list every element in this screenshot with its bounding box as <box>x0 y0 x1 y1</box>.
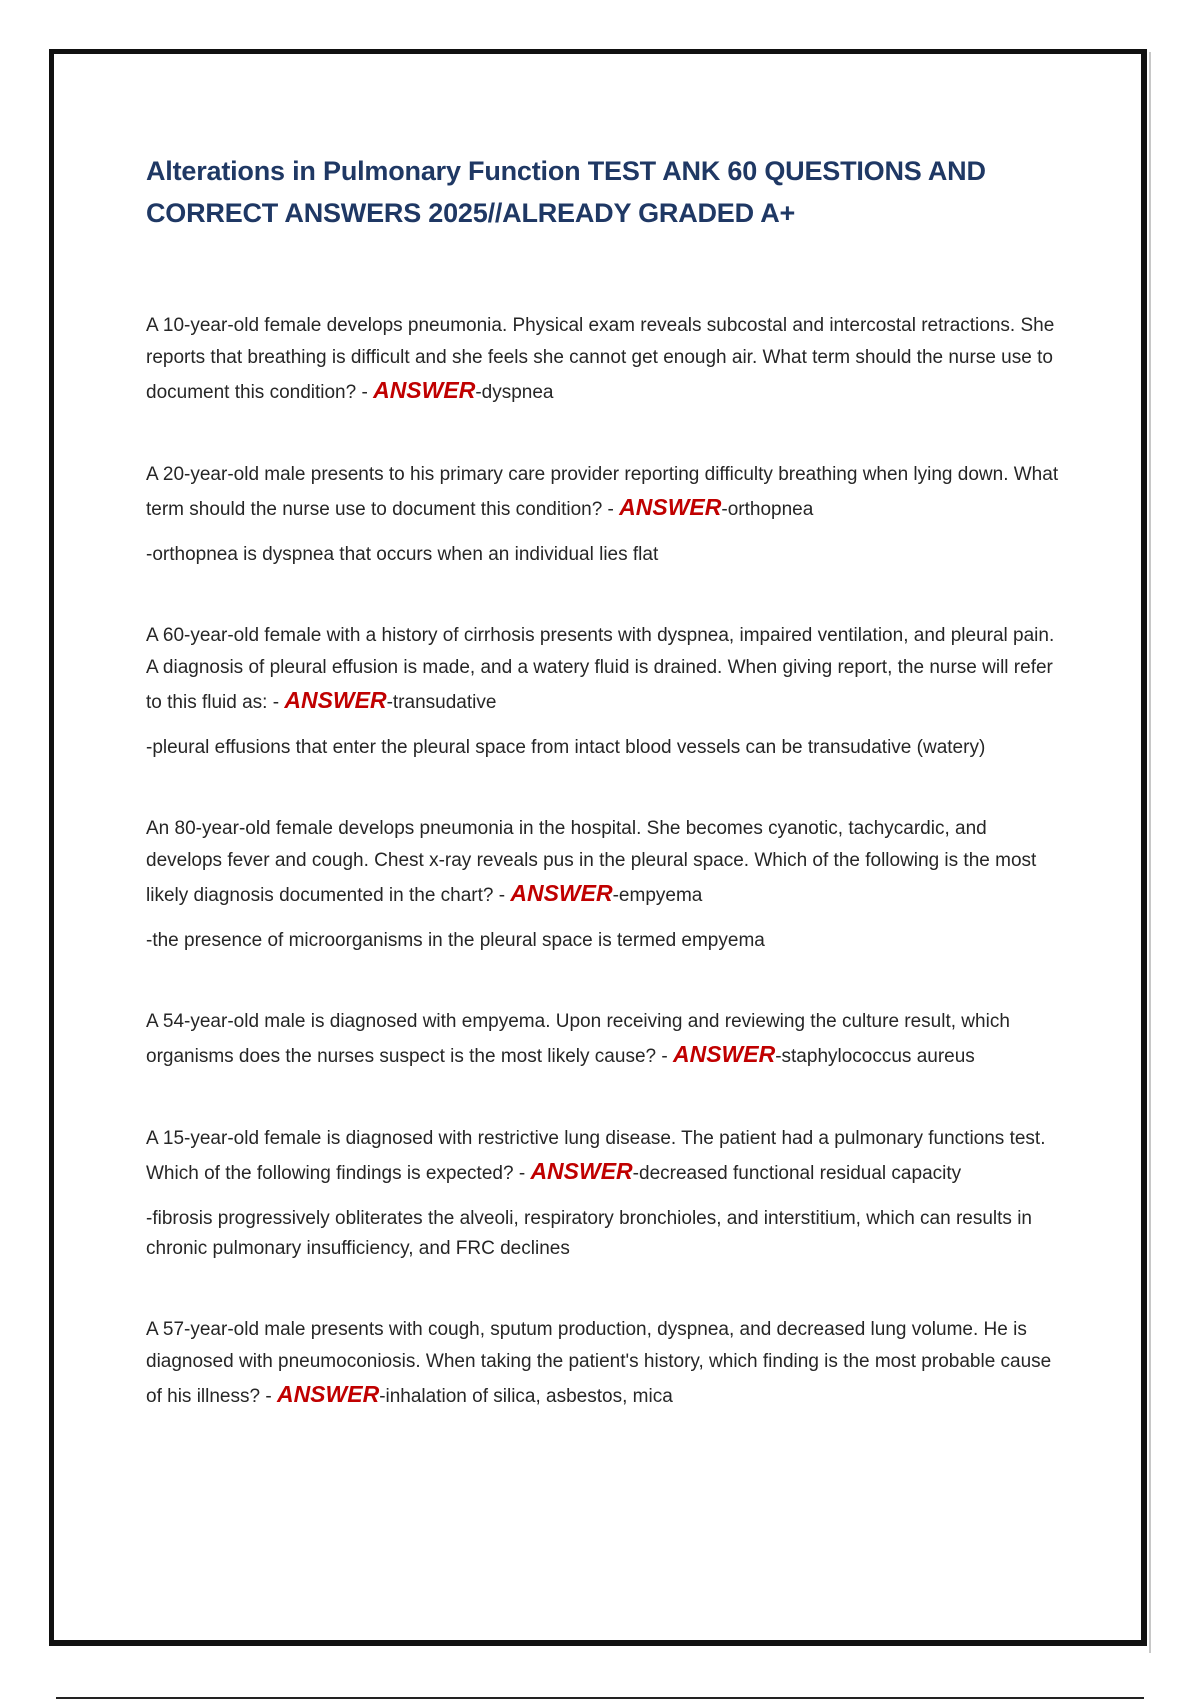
qa-item-3 <box>146 620 1066 763</box>
question-body: A 20-year-old male presents to his primary care provider reporting difficulty breathing when lying down. What term should the nurse use to document this condition? - <box>146 464 1059 520</box>
question-body: An 80-year-old female develops pneumonia in the hospital. She becomes cyanotic, tachycardic, and develops fever and cough. Chest x-ray reveals pus in the pleural space. Which of the following is the most likely diagnosis documented in the chart? - <box>146 818 1037 906</box>
answer-label: ANSWER <box>373 377 476 403</box>
frame-shadow-line <box>1149 52 1151 1653</box>
question-body: A 54-year-old male is diagnosed with empyema. Upon receiving and reviewing the culture result, which organisms does the nurses suspect is the most likely cause? - <box>146 1011 1010 1067</box>
answer-label: ANSWER <box>619 494 722 520</box>
question-text <box>146 310 1066 409</box>
answer-text: -orthopnea <box>721 499 814 520</box>
question-body: A 60-year-old female with a history of cirrhosis presents with dyspnea, impaired ventilation, and pleural pain. A diagnosis of pleural effusion is made, and a watery fluid is drained. When giving report, the nurse will refer to this fluid as: - <box>146 625 1055 713</box>
page-frame <box>49 49 1147 1646</box>
qa-item-5 <box>146 1006 1066 1073</box>
qa-item-4 <box>146 813 1066 956</box>
question-body: A 57-year-old male presents with cough, sputum production, dyspnea, and decreased lung volume. He is diagnosed with pneumoconiosis. When taking the patient's history, which finding is the most probable cause of his illness? - <box>146 1319 1052 1407</box>
qa-item-2 <box>146 459 1066 570</box>
qa-item-1 <box>146 310 1066 409</box>
question-body: A 15-year-old female is diagnosed with restrictive lung disease. The patient had a pulmonary functions test. Which of the following findings is expected? - <box>146 1128 1046 1184</box>
question-text <box>146 459 1066 526</box>
answer-label: ANSWER <box>284 687 387 713</box>
answer-text: -transudative <box>386 692 497 713</box>
qa-item-6 <box>146 1123 1066 1264</box>
rationale-text: -fibrosis progressively obliterates the alveoli, respiratory bronchioles, and interstitium, which can results in chronic pulmonary insufficiency, and FRC declines <box>146 1208 1032 1259</box>
answer-label: ANSWER <box>530 1158 633 1184</box>
question-text <box>146 813 1066 912</box>
answer-label: ANSWER <box>672 1041 776 1067</box>
next-page-top-rule <box>56 1697 1144 1699</box>
answer-text: -inhalation of silica, asbestos, mica <box>379 1386 673 1407</box>
document-title: Alterations in Pulmonary Function TEST ANK 60 QUESTIONS AND CORRECT ANSWERS 2025//ALREADY GRADED A+ <box>146 156 986 228</box>
question-text <box>146 1314 1066 1413</box>
question-body: A 10-year-old female develops pneumonia. Physical exam reveals subcostal and intercostal retractions. She reports that breathing is difficult and she feels she cannot get enough air. What term should the nurse use to document this condition? - <box>146 315 1055 403</box>
qa-item-7 <box>146 1314 1066 1413</box>
question-text <box>146 620 1066 719</box>
answer-text: -dyspnea <box>475 382 554 403</box>
answer-label: ANSWER <box>276 1381 380 1407</box>
answer-text: -empyema <box>612 885 703 906</box>
rationale-text: -pleural effusions that enter the pleural space from intact blood vessels can be transudative (watery) <box>146 737 986 758</box>
qa-list <box>146 310 1066 1413</box>
answer-text: -staphylococcus aureus <box>775 1046 975 1067</box>
rationale-text: -orthopnea is dyspnea that occurs when an individual lies flat <box>146 544 659 565</box>
question-text <box>146 1123 1066 1190</box>
question-text <box>146 1006 1066 1073</box>
document-content <box>146 150 1066 1463</box>
answer-text: -decreased functional residual capacity <box>632 1163 962 1184</box>
answer-label: ANSWER <box>510 880 613 906</box>
rationale-text: -the presence of microorganisms in the pleural space is termed empyema <box>146 930 765 951</box>
